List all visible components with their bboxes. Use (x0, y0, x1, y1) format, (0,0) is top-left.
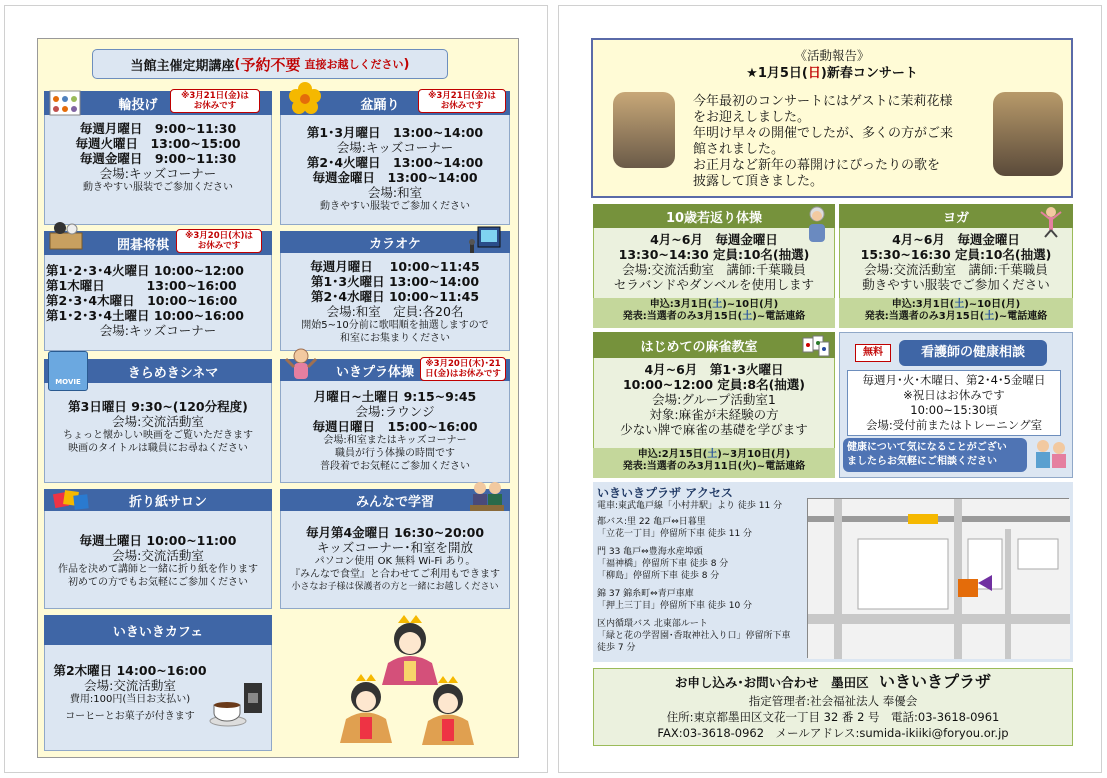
ikipura-venue-1: 会場:ラウンジ (355, 404, 435, 419)
igo-line-3: 第2･3･4木曜日 10:00~16:00 (46, 293, 238, 308)
wakagaeri-apply-a: 申込:3月1日( (649, 299, 713, 310)
wanage-line-3: 毎週金曜日 9:00~11:30 (79, 151, 237, 166)
access-item-9: 区内循環バス 北東部ルート (597, 619, 708, 629)
yoga-announce-c: )~電話連絡 (994, 311, 1048, 322)
wakagaeri-footer (593, 298, 835, 328)
kango-line-3: 10:00~15:30頃 (910, 403, 998, 417)
gakushu-small-2: 『みんなで食堂』と合わせてご利用もできます (290, 569, 500, 580)
mahjong-title: はじめての麻雀教室 (640, 339, 758, 355)
cafe-small: コーヒーとお菓子が付きます (65, 711, 195, 722)
bonodori-closed-note: ※3月21日(金)は お休みです (418, 89, 506, 113)
mahjong-apply (593, 449, 835, 461)
report-body (693, 94, 993, 190)
wanage-small: 動きやすい服装でご参加ください (83, 182, 233, 193)
access-item-4: 門 33 亀戸⇔豊海水産埠頭 (597, 547, 703, 557)
right-page (558, 5, 1102, 773)
yoga-announce-a: 発表:当選者のみ3月15日( (864, 311, 985, 322)
yoga-line-1: 4月~6月 毎週金曜日 (892, 232, 1020, 247)
course-banner (92, 49, 448, 79)
yoga-title: ヨガ (942, 210, 969, 226)
movie-icon (48, 351, 88, 391)
wakagaeri-header (593, 204, 835, 228)
report-sub-star: ★1月5日( (746, 66, 808, 81)
gakushu-small-1: パソコン使用 OK 無料 Wi-Fi あり。 (314, 556, 476, 567)
karaoke-line-1: 毎週月曜日 10:00~11:45 (310, 259, 480, 274)
hina-dolls-icon (328, 613, 508, 753)
origami-paper-icon (52, 485, 90, 515)
coffee-cup-icon (208, 679, 266, 729)
bonodori-line-3: 毎週金曜日 13:00~14:00 (312, 170, 478, 185)
karaoke-title: カラオケ (369, 236, 421, 252)
report-title: 《活動報告》 (794, 48, 870, 63)
wakagaeri-line-1: 4月~6月 毎週金曜日 (650, 232, 778, 247)
mahjong-tiles-icon (801, 334, 831, 358)
wakagaeri-title: 10歳若返り体操 (665, 210, 763, 226)
report-line-2: をお迎えしました。 (693, 110, 811, 125)
cafe-body (50, 663, 210, 723)
mahjong-line-1: 4月~6月 第1･3火曜日 (644, 362, 784, 377)
kango-body (847, 370, 1061, 436)
report-sub-rest: )新春コンサート (820, 66, 918, 81)
access-item-3: 「立花一丁目」停留所下車 徒歩 11 分 (597, 529, 753, 539)
bonodori-venue-2: 会場:和室 (367, 185, 423, 200)
karaoke-small-2: 和室にお集まりください (340, 333, 450, 344)
banner-paren-open: ( (234, 56, 241, 72)
access-list (597, 500, 807, 654)
ikipura-small-1: 職員が行う体操の時間です (335, 448, 455, 459)
karaoke-line-2: 第1･3火曜日 13:00~14:00 (310, 274, 480, 289)
report-line-3: 年明け早々の開催でしたが、多くの方がご来 (693, 126, 954, 141)
karaoke-microphone-icon (468, 225, 502, 255)
cinema-small-2: 映画のタイトルは職員にお尋ねください (68, 443, 248, 454)
wanage-venue: 会場:キッズコーナー (99, 166, 217, 181)
mahjong-line-3: 会場:グループ活動室1 (652, 392, 776, 407)
ikipura-line-1: 月曜日~土曜日 9:15~9:45 (313, 389, 477, 404)
study-people-icon (468, 479, 506, 513)
yoga-line-4: 動きやすい服装でご参加ください (862, 277, 1050, 292)
mahjong-body (593, 362, 835, 437)
banner-direct: 直接お越しください (304, 58, 404, 71)
yoga-footer (839, 298, 1073, 328)
cinema-small-1: ちょっと懐かしい映画をご覧いただきます (63, 430, 253, 441)
origami-small-1: 作品を決めて講師と一緒に折り紙を作ります (58, 564, 258, 575)
igo-line-2: 第1木曜日 13:00~16:00 (46, 278, 237, 293)
igo-title: 囲碁将棋 (116, 237, 169, 253)
movie-icon-label: MOVIE (55, 378, 81, 386)
yoga-apply-c: )~10日(月) (964, 299, 1021, 310)
banner-paren-close: ) (403, 56, 410, 72)
ikipura-title: いきプラ体操 (335, 364, 414, 380)
ring-toss-icon (48, 85, 82, 117)
gakushu-line-1: 毎月第4金曜日 16:30~20:00 (305, 525, 485, 540)
access-item-7: 錦 37 錦糸町⇔青戸車庫 (597, 589, 694, 599)
mahjong-footer (593, 448, 835, 478)
ikipura-closed-note: ※3月20日(木)･21 日(金)はお休みです (420, 357, 506, 381)
wanage-closed-note: ※3月21日(金)は お休みです (170, 89, 260, 113)
banner-no-reservation: 予約不要 (240, 55, 301, 74)
concert-photo-left (613, 92, 675, 168)
yoga-line-3: 会場:交流活動室 講師:千葉職員 (864, 262, 1048, 277)
origami-body (44, 533, 272, 589)
wakagaeri-line-4: セラバンドやダンベルを使用します (613, 277, 815, 292)
yoga-body (839, 232, 1073, 292)
kango-line-4: 会場:受付前またはトレーニング室 (865, 418, 1043, 432)
cinema-body (44, 399, 272, 455)
contact-title-b: いきいきプラザ (879, 672, 992, 691)
flower-icon (288, 81, 322, 115)
gakushu-body (280, 525, 510, 594)
contact-line-1: 指定管理者:社会福祉法人 奉優会 (748, 694, 918, 708)
contact-line-3: FAX:03-3618-0962 メールアドレス:sumida-ikiiki@foryou.or.jp (657, 726, 1009, 740)
access-item-10: 「緑と花の学習園･香取神社入り口」停留所下車 (597, 631, 791, 641)
yoga-line-2: 15:30~16:30 定員:10名(抽選) (860, 247, 1052, 262)
bonodori-venue-1: 会場:キッズコーナー (336, 140, 454, 155)
ikipura-venue-2: 会場:和室またはキッズコーナー (323, 435, 467, 446)
cafe-header (44, 615, 272, 645)
wakagaeri-apply (593, 299, 835, 311)
report-line-6: 披露して頂きました。 (693, 174, 824, 189)
activity-report (591, 38, 1073, 198)
mahjong-header (593, 332, 835, 358)
access-item-2: 都バス:里 22 亀戸⇔日暮里 (597, 517, 706, 527)
yoga-apply (839, 299, 1073, 311)
kango-bubble (843, 438, 1027, 472)
karaoke-venue: 会場:和室 定員:各20名 (326, 304, 464, 319)
bonodori-line-2: 第2･4火曜日 13:00~14:00 (306, 155, 484, 170)
kango-title: 看護師の健康相談 (899, 340, 1047, 366)
report-line-5: お正月など新年の幕開けにぴったりの歌を (693, 158, 941, 173)
contact-line-2: 住所:東京都墨田区文花一丁目 32 番 2 号 電話:03-3618-0961 (666, 710, 1000, 724)
left-page-panel (37, 38, 519, 758)
wakagaeri-announce (593, 311, 835, 323)
wakagaeri-announce-sat: 土 (742, 311, 753, 322)
bonodori-title: 盆踊り (360, 97, 400, 113)
yoga-apply-a: 申込:3月1日( (891, 299, 955, 310)
cinema-line-1: 第3日曜日 9:30~(120分程度) (68, 399, 248, 414)
wanage-title: 輪投げ (118, 97, 158, 113)
report-line-1: 今年最初のコンサートにはゲストに茉莉花様 (693, 94, 953, 109)
origami-venue: 会場:交流活動室 (112, 548, 204, 563)
kango-line-2: ※祝日はお休みです (903, 388, 1005, 402)
mahjong-apply-a: 申込:2月15日( (637, 449, 708, 460)
wanage-line-1: 毎週月曜日 9:00~11:30 (79, 121, 237, 136)
bonodori-body (280, 125, 510, 213)
mahjong-line-4: 対象:麻雀が未経験の方 (649, 407, 779, 422)
wanage-line-2: 毎週火曜日 13:00~15:00 (75, 136, 241, 151)
gakushu-small-3: 小さなお子様は保護者の方と一緒にお越しください (291, 582, 499, 592)
wakagaeri-announce-a: 発表:当選者のみ3月15日( (622, 311, 743, 322)
kango-line-1: 毎週月･火･木曜日、第2･4･5金曜日 (862, 373, 1046, 387)
karaoke-line-3: 第2･4水曜日 10:00~11:45 (310, 289, 480, 304)
karaoke-small-1: 開始5~10分前に歌唱順を抽選しますので (301, 320, 489, 331)
origami-small-2: 初めての方でもお気軽にご参加ください (68, 577, 248, 588)
wakagaeri-line-3: 会場:交流活動室 講師:千葉職員 (622, 262, 806, 277)
yoga-announce-sat: 土 (984, 311, 995, 322)
mahjong-line-2: 10:00~12:00 定員:8名(抽選) (622, 377, 806, 392)
cafe-title: いきいきカフェ (112, 624, 204, 640)
report-sub-day: 日 (807, 66, 821, 81)
access-item-5: 「福神橋」停留所下車 徒歩 8 分 (597, 559, 729, 569)
wakagaeri-announce-c: )~電話連絡 (752, 311, 806, 322)
igo-venue: 会場:キッズコーナー (99, 323, 217, 338)
banner-prefix: 当館主催定期講座 (130, 58, 235, 74)
igo-line-1: 第1･2･3･4火曜日 10:00~12:00 (46, 263, 244, 278)
karaoke-body (280, 259, 510, 345)
origami-line-1: 毎週土曜日 10:00~11:00 (79, 533, 237, 548)
report-line-4: 館されました。 (693, 142, 785, 157)
left-page (4, 5, 548, 773)
access-item-1: 電車:東武亀戸線「小村井駅」より 徒歩 11 分 (597, 501, 783, 511)
contact-title-a: お申し込み･お問い合わせ 墨田区 (674, 675, 869, 690)
ikipura-body (280, 389, 510, 473)
nurse-consultation-icon (1033, 436, 1069, 472)
mahjong-apply-c: )~3月10日(月) (717, 449, 791, 460)
access-item-11: 徒歩 7 分 (597, 643, 636, 653)
wanage-body (44, 121, 272, 194)
wakagaeri-apply-c: )~10日(月) (722, 299, 779, 310)
kango-free-badge: 無料 (855, 344, 891, 362)
wakagaeri-line-2: 13:30~14:30 定員:10名(抽選) (618, 247, 810, 262)
yoga-apply-sat: 土 (954, 299, 965, 310)
mahjong-line-5: 少ない牌で麻雀の基礎を学びます (620, 422, 808, 437)
report-subtitle (593, 66, 1071, 81)
contact-title (593, 674, 1073, 690)
mahjong-apply-sat: 土 (707, 449, 718, 460)
access-map (807, 498, 1069, 658)
igo-line-4: 第1･2･3･4土曜日 10:00~16:00 (46, 308, 244, 323)
cafe-fee: 費用:100円(当日お支払い) (69, 694, 191, 705)
igo-body (46, 263, 270, 338)
ikipura-small-2: 普段着でお気軽にご参加ください (320, 461, 470, 472)
concert-photo-right (993, 92, 1063, 176)
go-board-icon (48, 219, 84, 253)
cafe-line-1: 第2木曜日 14:00~16:00 (53, 663, 207, 678)
kango-bubble-2: ましたらお気軽にご相談ください (847, 456, 997, 467)
wakagaeri-body (593, 232, 835, 292)
mahjong-announce: 発表:当選者のみ3月11日(火)~電話連絡 (622, 461, 806, 472)
kango-bubble-1: 健康について気になることがござい (847, 442, 1007, 453)
bonodori-small: 動きやすい服装でご参加ください (320, 201, 470, 212)
bonodori-line-1: 第1･3月曜日 13:00~14:00 (306, 125, 484, 140)
access-item-6: 「柳島」停留所下車 徒歩 8 分 (597, 571, 720, 581)
ikipura-line-2: 毎週日曜日 15:00~16:00 (312, 419, 478, 434)
gakushu-title: みんなで学習 (355, 494, 434, 510)
gakushu-venue: キッズコーナー･和室を開放 (316, 540, 473, 555)
cinema-venue: 会場:交流活動室 (112, 414, 204, 429)
wakagaeri-apply-sat: 土 (712, 299, 723, 310)
yoga-announce (839, 311, 1073, 323)
igo-closed-note: ※3月20日(木)は お休みです (176, 229, 262, 253)
origami-title: 折り紙サロン (128, 494, 207, 510)
access-item-8: 「押上三丁目」停留所下車 徒歩 10 分 (597, 601, 753, 611)
exercise-person-icon (284, 347, 318, 387)
cinema-title: きらめきシネマ (127, 365, 219, 381)
cafe-venue: 会場:交流活動室 (84, 678, 176, 693)
access-title: いきいきプラザ アクセス (597, 486, 733, 500)
